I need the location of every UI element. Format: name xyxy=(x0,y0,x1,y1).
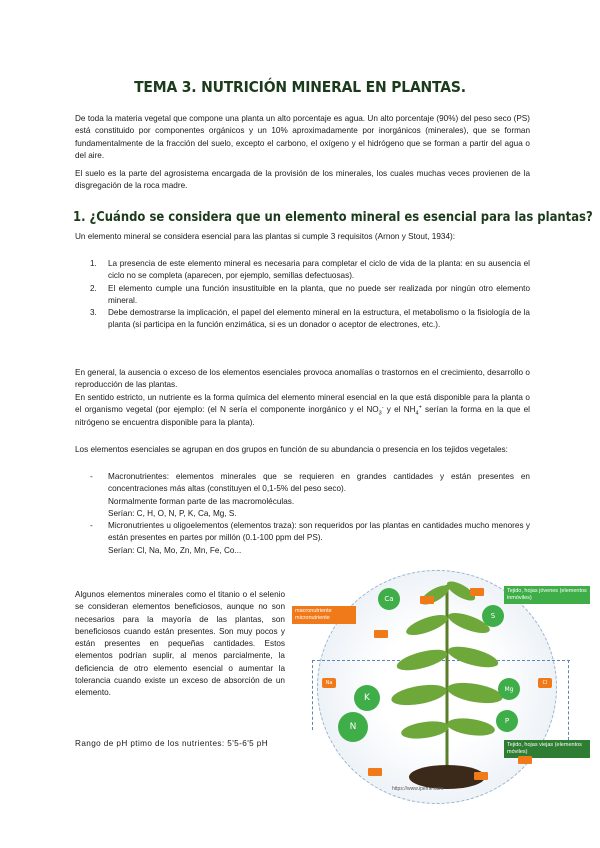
groups-list xyxy=(75,471,530,557)
strict-sub-3: 3 xyxy=(378,410,382,417)
strict-text-a: En sentido estricto, un nutriente es la forma química del elemento mineral esencial en la que está disponible para la planta o el organismo vegetal (por ejemplo: (el N sería el componente inorgánico y el NO xyxy=(75,393,530,415)
figure-credit: https://www.ipeme.com xyxy=(392,786,444,792)
figure-divider-left xyxy=(312,660,313,730)
label-young-tissue: Tejido, hojas jóvenes (elementos inmóviles) xyxy=(504,586,590,604)
requirement-number: 3. xyxy=(90,308,97,318)
node-n: N xyxy=(338,712,368,742)
group-item-macronutrients xyxy=(75,471,530,520)
requirement-number: 1. xyxy=(90,259,97,268)
group-text: Macronutrientes: elementos minerales que se requieren en grandes cantidades y están presentes en concentraciones más altas (constituyen el 0,1-5% del peso seco). xyxy=(108,472,530,494)
intro-paragraph-1: De toda la materia vegetal que compone una planta un alto porcentaje es agua. Un alto porcentaje (90%) del peso seco (PS) está constituido por componentes orgánicos y un 10% aproximadamente por inorgánicos (minerales), que se forman fundamentalmente de la fracción del suelo, excepto el carbono, el oxígeno y el hidrógeno que se forman a partir del agua o del aire. xyxy=(75,114,530,160)
label-old-tissue: Tejido, hojas viejas (elementos móviles) xyxy=(504,740,590,758)
requirement-item xyxy=(75,258,530,283)
strict-sub-4: 4 xyxy=(415,410,419,417)
strict-sup-plus: + xyxy=(418,404,422,411)
node-ca: Ca xyxy=(378,588,400,610)
beneficial-paragraph: Algunos elementos minerales como el titanio o el selenio se consideran elementos beneficiosos, aunque no son necesarios para la mayoría de las plantas, son beneficiosos cuando están presentes. Son muy pocos y están presentes en pequeñas cantidades. Estos elementos podrían suplir, al menos parcialmente, la deficiencia de otro elemento esencial o aumentar la tolerancia cuando existe un exceso de absorción de un elemento. xyxy=(75,590,285,698)
small-orange-tag xyxy=(518,756,532,764)
requirements-list xyxy=(75,258,530,332)
group-line-2: Normalmente forman parte de las macromoléculas. xyxy=(108,496,295,506)
group-line-3: Serían: C, H, O, N, P, K, Ca, Mg, S. xyxy=(108,508,237,518)
general-paragraph: En general, la ausencia o exceso de los elementos esenciales provoca anomalías o trastornos en el crecimiento, desarrollo o reproducción de las plantas. xyxy=(75,368,530,390)
section-heading: 1. ¿Cuándo se considera que un elemento mineral es esencial para las plantas? xyxy=(73,210,593,225)
requirement-text: Debe demostrarse la implicación, el papel del elemento mineral en la estructura, el metabolismo o la fisiología de la planta (si participa en la función enzimática, si es un donador o aceptor de electrones, etc.). xyxy=(108,308,530,330)
group-line-2: Serían: Cl, Na, Mo, Zn, Mn, Fe, Co... xyxy=(108,545,242,555)
small-orange-tag xyxy=(368,768,382,776)
requirement-text: El elemento cumple una función insustituible en la planta, que no puede ser realizada por ningún otro elemento mineral. xyxy=(108,283,530,305)
plant-nutrients-figure xyxy=(292,560,592,805)
strict-sup-minus: - xyxy=(381,404,384,411)
small-orange-tag xyxy=(374,630,388,638)
node-p: P xyxy=(496,710,518,732)
requirement-item xyxy=(75,307,530,332)
requirement-item xyxy=(75,283,530,308)
list-dash: - xyxy=(90,472,93,481)
node-s: S xyxy=(482,605,504,627)
intro-paragraph-2: El suelo es la parte del agrosistema encargada de la provisión de los minerales, los cuales muchas veces provienen de la disgregación de la roca madre. xyxy=(75,169,530,191)
label-macro-micro: macronutriente micronutriente xyxy=(292,606,356,624)
small-orange-tag xyxy=(470,588,484,596)
group-item-micronutrients xyxy=(75,520,530,557)
group-text: Micronutrientes u oligoelementos (elementos traza): son requeridos por las plantas en cantidades mucho menores y están presentes en partes por millón (0.1-100 ppm del PS). xyxy=(108,521,530,543)
tag-cl: Cl xyxy=(538,678,552,688)
requirement-text: La presencia de este elemento mineral es necesaria para completar el ciclo de vida de la planta: en su ausencia el ciclo no se completa (aparecen, por ejemplo, semillas defectuosas). xyxy=(108,259,530,281)
plant-illustration xyxy=(387,565,507,790)
strict-text-b: y el NH xyxy=(383,405,416,415)
tag-na: Na xyxy=(322,678,336,688)
node-k: K xyxy=(354,685,380,711)
list-dash: - xyxy=(90,521,93,531)
page-title: TEMA 3. NUTRICIÓN MINERAL EN PLANTAS. xyxy=(134,78,466,96)
groups-lead: Los elementos esenciales se agrupan en dos grupos en función de su abundancia o presencia en los tejidos vegetales: xyxy=(75,445,508,454)
strict-paragraph xyxy=(75,392,530,429)
requirement-number: 2. xyxy=(90,283,97,293)
small-orange-tag xyxy=(474,772,488,780)
node-mg: Mg xyxy=(498,678,520,700)
section-lead: Un elemento mineral se considera esencial para las plantas si cumple 3 requisitos (Arnon y Stout, 1934): xyxy=(75,232,456,241)
strict-text-c: serían la forma en la que el nitrógeno se encuentra disponible para la planta). xyxy=(75,405,530,427)
ph-range-text: Rango de pH ptimo de los nutrientes: 5'5-6'5 pH xyxy=(75,739,269,748)
figure-divider-right xyxy=(568,660,569,740)
small-orange-tag xyxy=(420,596,434,604)
